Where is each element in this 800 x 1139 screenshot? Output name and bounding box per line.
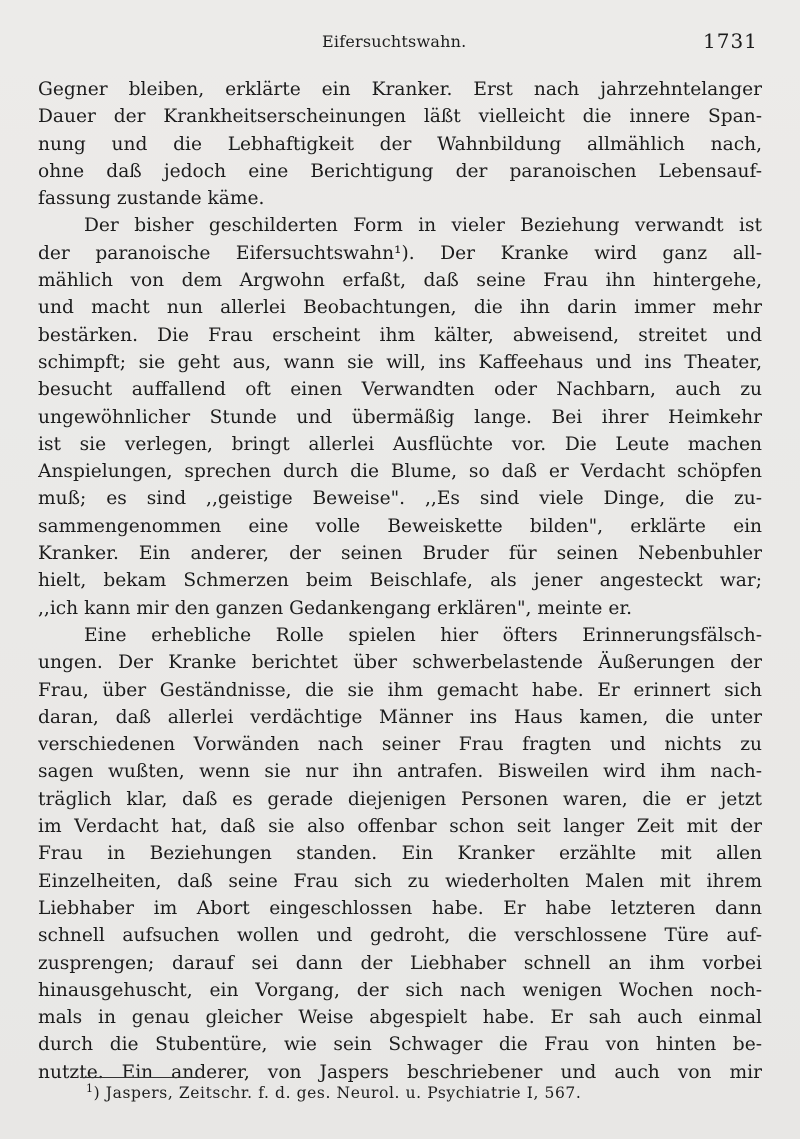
text-line: im Verdacht hat, daß sie also offenbar schon seit langer Zeit mit der: [38, 816, 762, 838]
text-line: daran, daß allerlei verdächtige Männer ins Haus kamen, die unter: [38, 706, 762, 728]
page-number: 1731: [703, 29, 758, 53]
text-line: hielt, bekam Schmerzen beim Beischlafe, als jener angesteckt war;: [38, 570, 762, 592]
text-line: Der bisher geschilderten Form in vieler Beziehung verwandt ist: [84, 215, 762, 237]
text-line: Frau in Beziehungen standen. Ein Kranker erzählte mit allen: [38, 843, 762, 865]
text-line: ungewöhnlicher Stunde und übermäßig lange. Bei ihrer Heimkehr: [38, 406, 762, 428]
text-line: durch die Stubentüre, wie sein Schwager die Frau von hinten be-: [38, 1034, 762, 1056]
text-line: ,,ich kann mir den ganzen Gedankengang erklären", meinte er.: [38, 597, 633, 619]
running-title: Eifersuchtswahn.: [322, 32, 467, 51]
text-line: Gegner bleiben, erklärte ein Kranker. Erst nach jahrzehntelanger: [38, 79, 762, 100]
text-line: mählich von dem Argwohn erfaßt, daß seine Frau ihn hintergehe,: [38, 270, 762, 292]
text-line: Eine erhebliche Rolle spielen hier öfters Erinnerungsfälsch-: [84, 624, 762, 646]
text-line: sagen wußten, wenn sie nur ihn antrafen. Bisweilen wird ihm nach-: [38, 761, 762, 783]
text-line: und macht nun allerlei Beobachtungen, die ihn darin immer mehr: [38, 297, 762, 319]
text-line: hinausgehuscht, ein Vorgang, der sich nach wenigen Wochen noch-: [38, 979, 762, 1001]
text-line: zusprengen; darauf sei dann der Liebhaber schnell an ihm vorbei: [38, 952, 762, 974]
text-line: träglich klar, daß es gerade diejenigen Personen waren, die er jetzt: [38, 788, 762, 810]
footnote-marker: 1: [86, 1081, 94, 1095]
body-text: [38, 76, 762, 1086]
text-line: ist sie verlegen, bringt allerlei Ausflüchte vor. Die Leute machen: [38, 433, 762, 455]
text-line: fassung zustande käme.: [38, 188, 265, 210]
text-line: nutzte. Ein anderer, von Jaspers beschriebener und auch von mir: [38, 1061, 762, 1083]
text-line: ungen. Der Kranke berichtet über schwerbelastende Äußerungen der: [38, 652, 762, 674]
text-line: Frau, über Geständnisse, die sie ihm gemacht habe. Er erinnert sich: [38, 679, 762, 701]
text-line: mals in genau gleicher Weise abgespielt habe. Er sah auch einmal: [38, 1007, 762, 1029]
footnote-divider: [80, 1077, 198, 1078]
text-line: Anspielungen, sprechen durch die Blume, so daß er Verdacht schöpfen: [38, 461, 762, 483]
running-header: [0, 29, 800, 54]
text-line: schimpft; sie geht aus, wann sie will, ins Kaffeehaus und ins Theater,: [38, 351, 762, 373]
text-line: Kranker. Ein anderer, der seinen Bruder für seinen Nebenbuhler: [38, 543, 762, 565]
text-line: ohne daß jedoch eine Berichtigung der paranoischen Lebensauf-: [38, 160, 762, 182]
text-line: besucht auffallend oft einen Verwandten oder Nachbarn, auch zu: [38, 379, 762, 401]
text-line: Einzelheiten, daß seine Frau sich zu wiederholten Malen mit ihrem: [38, 870, 762, 892]
text-line: Dauer der Krankheitserscheinungen läßt vielleicht die innere Span-: [38, 106, 762, 128]
footnote: [86, 1081, 582, 1102]
text-line: Liebhaber im Abort eingeschlossen habe. Er habe letzteren dann: [38, 897, 762, 919]
text-line: verschiedenen Vorwänden nach seiner Frau fragten und nichts zu: [38, 734, 762, 756]
text-line: sammengenommen eine volle Beweiskette bilden", erklärte ein: [38, 515, 762, 537]
footnote-text: ) Jaspers, Zeitschr. f. d. ges. Neurol. u. Psychiatrie I, 567.: [93, 1084, 582, 1102]
text-line: nung und die Lebhaftigkeit der Wahnbildung allmählich nach,: [38, 133, 762, 155]
text-line: der paranoische Eifersuchtswahn¹). Der Kranke wird ganz all-: [38, 242, 762, 264]
text-line: schnell aufsuchen wollen und gedroht, die verschlossene Türe auf-: [38, 925, 762, 947]
text-line: muß; es sind ,,geistige Beweise". ,,Es sind viele Dinge, die zu-: [38, 488, 762, 510]
text-line: bestärken. Die Frau erscheint ihm kälter, abweisend, streitet und: [38, 324, 762, 346]
